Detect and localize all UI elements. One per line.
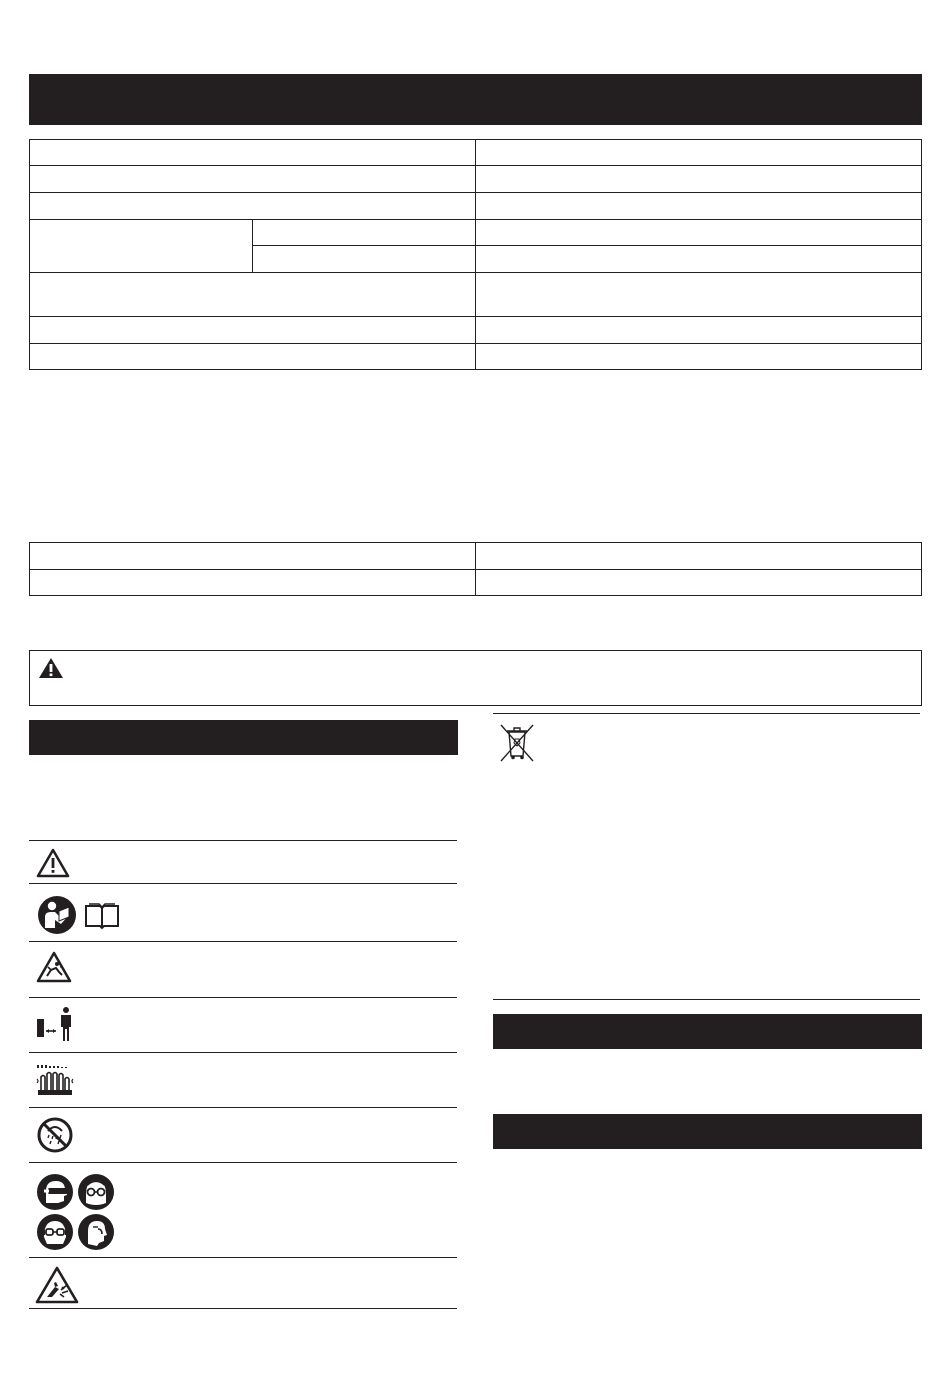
warning-triangle-icon: [38, 657, 64, 679]
symbol-rule: [29, 1308, 457, 1309]
right-heading-bar-1: [493, 1014, 922, 1049]
noise-row-2-value: [475, 569, 922, 596]
spec-row-7-label: [29, 343, 476, 370]
warning-box: [29, 650, 922, 706]
noise-row-1-value: [475, 542, 922, 570]
symbols-heading-bar: [29, 720, 458, 755]
spec-row-7-value: [475, 343, 922, 370]
symbol-rule: [29, 1107, 457, 1108]
symbol-rule: [29, 997, 457, 998]
rotating-blade-hazard-icon: [35, 1266, 79, 1304]
spec-row-6-label: [29, 316, 476, 344]
eye-protection-icon: [36, 1213, 74, 1251]
symbol-rule: [29, 1162, 457, 1163]
spec-row-4-sublabel-b: [252, 245, 476, 273]
right-column-bottom-rule: [493, 999, 920, 1000]
no-rain-icon: [37, 1117, 73, 1153]
thrown-objects-icon: [36, 951, 72, 983]
face-shield-icon: [77, 1173, 115, 1211]
spec-row-4-label: [29, 219, 253, 273]
right-heading-bar-2: [493, 1114, 922, 1149]
safety-goggles-icon: [36, 1173, 74, 1211]
symbol-rule: [29, 840, 457, 841]
hot-surface-icon: [35, 1063, 75, 1099]
head-protection-icon: [77, 1213, 115, 1251]
title-bar: [29, 74, 922, 125]
spec-row-4-value-a: [475, 219, 922, 246]
symbol-rule: [29, 1257, 457, 1258]
spec-row-3-label: [29, 192, 476, 220]
spec-row-3-value: [475, 192, 922, 220]
spec-row-6-value: [475, 316, 922, 344]
open-book-icon: [84, 902, 120, 930]
caution-triangle-icon: [36, 848, 70, 878]
keep-distance-icon: [35, 1005, 79, 1045]
spec-row-5-label: [29, 272, 476, 317]
read-manual-icon: [37, 895, 77, 935]
spec-row-4-value-b: [475, 245, 922, 273]
spec-row-2-label: [29, 165, 476, 193]
right-column-top-rule: [493, 713, 920, 714]
wheelie-bin-crossed-icon: [498, 722, 536, 764]
spec-row-1-label: [29, 139, 476, 166]
symbol-rule: [29, 883, 457, 884]
noise-row-2-label: [29, 569, 476, 596]
symbol-rule: [29, 941, 457, 942]
spec-row-1-value: [475, 139, 922, 166]
symbol-rule: [29, 1052, 457, 1053]
noise-row-1-label: [29, 542, 476, 570]
spec-row-5-value: [475, 272, 922, 317]
spec-row-2-value: [475, 165, 922, 193]
spec-row-4-sublabel-a: [252, 219, 476, 246]
